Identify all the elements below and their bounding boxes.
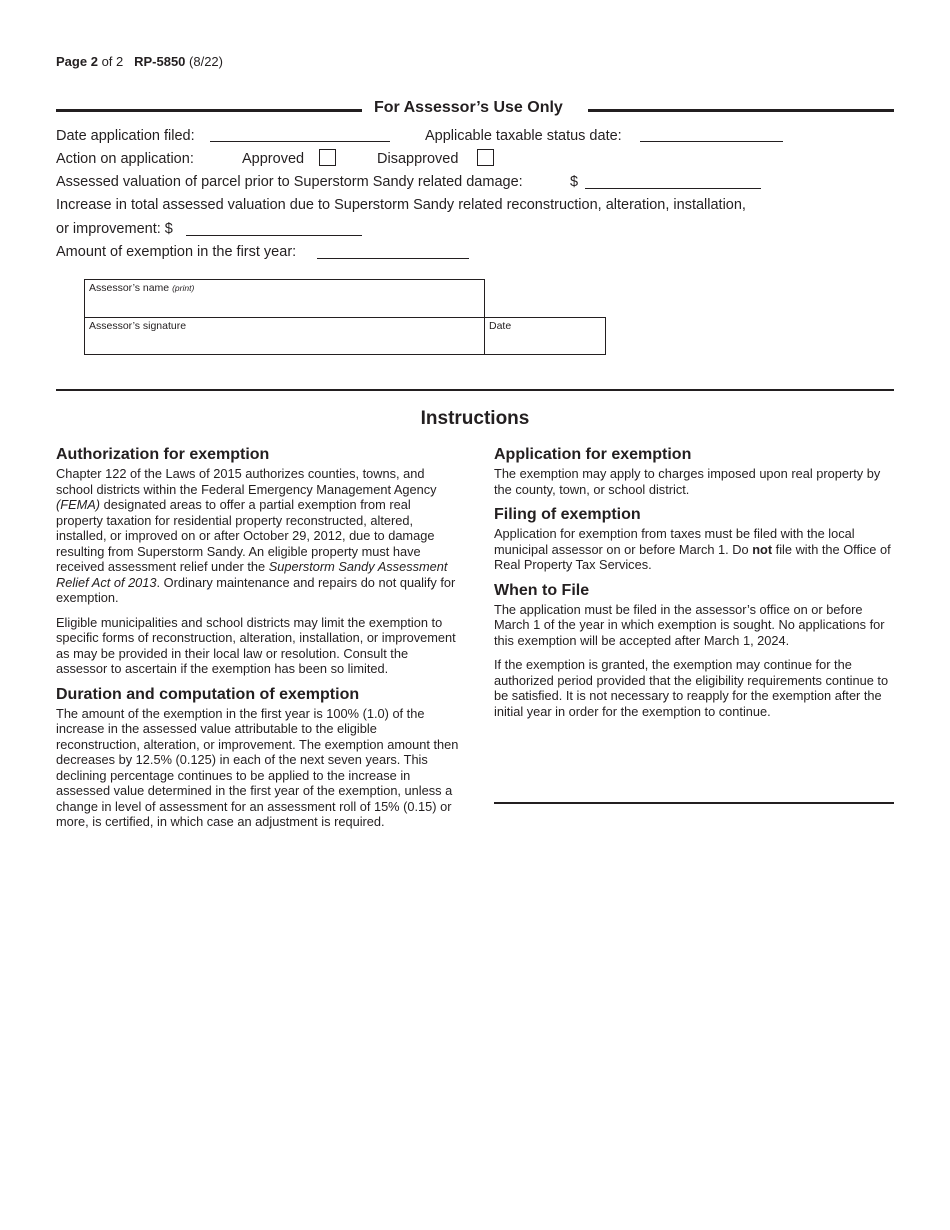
filing-paragraph: Application for exemption from taxes must be filed with the local municipal assessor on or before March 1. Do not file with the Office of Real Property Tax Services. (494, 526, 891, 572)
application-heading: Application for exemption (494, 446, 692, 463)
exemption-amount-label: Amount of exemption in the first year: (56, 244, 297, 260)
assessed-valuation-field[interactable] (585, 188, 761, 189)
assessor-signature-label: Assessor’s signature (89, 320, 187, 332)
disapproved-label: Disapproved (377, 151, 459, 167)
duration-heading: Duration and computation of exemption (56, 685, 360, 703)
assessor-signature-box[interactable] (84, 317, 485, 355)
end-rule (494, 802, 894, 804)
authorization-paragraph-1: Chapter 122 of the Laws of 2015 authorizes counties, towns, and school districts within the Federal Emergency Management Agency (FEMA) designated areas to offer a partial exemption from real property taxation for residential property reconstructed, altered, installed, or improved on or after October 29, 2012, due to damage resulting from Superstorm Sandy. An eligible property must have received assessment relief under the Superstorm Sandy Assessment Relief Act of 2013. Ordinary maintenance and repairs do not qualify for exemption. (56, 466, 456, 605)
date-box[interactable] (484, 317, 606, 355)
increase-label-line1: Increase in total assessed valuation due to Superstorm Sandy related reconstruction, alteration, installation, (56, 197, 746, 213)
assessor-name-box[interactable] (84, 279, 485, 318)
when-to-file-heading: When to File (494, 581, 590, 599)
approved-checkbox[interactable] (319, 149, 336, 166)
page-label: Page (56, 54, 88, 69)
date-label: Date (489, 320, 512, 332)
date-filed-field[interactable] (210, 141, 390, 142)
dollar-sign: $ (570, 174, 579, 190)
date-filed-label: Date application filed: (56, 128, 195, 144)
action-label: Action on application: (56, 151, 194, 167)
filing-heading: Filing of exemption (494, 506, 641, 523)
taxable-status-row (425, 128, 622, 144)
disapproved-checkbox[interactable] (477, 149, 494, 166)
taxable-status-field[interactable] (640, 141, 783, 142)
instructions-left-column (56, 446, 460, 830)
assessed-valuation-label: Assessed valuation of parcel prior to Superstorm Sandy related damage: (56, 174, 523, 190)
print-hint: (print) (172, 283, 195, 293)
application-paragraph: The exemption may apply to charges imposed upon real property by the county, town, or school district. (494, 466, 881, 497)
when-to-file-paragraph-1: The application must be filed in the assessor’s office on or before March 1 of the year in which exemption is sought. No applications for this exemption will be accepted after March 1, 2024. (494, 601, 885, 648)
taxable-status-label: Applicable taxable status date: (425, 128, 622, 144)
approved-label: Approved (242, 151, 305, 167)
date-filed-row (56, 128, 195, 144)
when-to-file-paragraph-2: If the exemption is granted, the exemption may continue for the authorized period provided that the eligibility requirements continue to be satisfied. It is not necessary to reapply for the exemption after the initial year in order for the exemption to continue. (494, 657, 889, 719)
section-rule-left (56, 109, 362, 112)
page-of: of 2 (101, 54, 124, 69)
page-header (56, 54, 223, 69)
duration-paragraph: The amount of the exemption in the first year is 100% (1.0) of the increase in the assessed value attributable to the eligible reconstruction, alteration, or improvement. The exemption amount then decreases by 12.5% (0.125) in each of the next seven years. This declining percentage continues to be applied to the increase in assessed value determined in the first year of the exemption, unless a change in level of assessment for an assessment roll of 15% (0.15) or more, is certified, in which case an adjustment is required. (56, 705, 459, 829)
page-number: 2 (90, 54, 98, 69)
instructions-title: Instructions (420, 408, 530, 429)
increase-label-line2: or improvement: $ (56, 221, 173, 237)
exemption-amount-field[interactable] (317, 258, 469, 259)
form-revision: (8/22) (189, 54, 223, 69)
increase-valuation-field[interactable] (186, 235, 362, 236)
assessor-section-title: For Assessor’s Use Only (374, 99, 563, 116)
assessor-name-label: Assessor’s name (print) (89, 282, 195, 294)
authorization-heading: Authorization for exemption (56, 446, 270, 463)
instructions-rule (56, 389, 894, 391)
section-rule-right (588, 109, 894, 112)
form-id: RP-5850 (134, 54, 186, 69)
authorization-paragraph-2: Eligible municipalities and school districts may limit the exemption to specific forms of reconstruction, alteration, installation, or improvement as may be provided in their local law or resolution. Consult the assessor to ascertain if the exemption has been so limited. (56, 614, 456, 676)
instructions-right-column (494, 446, 894, 719)
